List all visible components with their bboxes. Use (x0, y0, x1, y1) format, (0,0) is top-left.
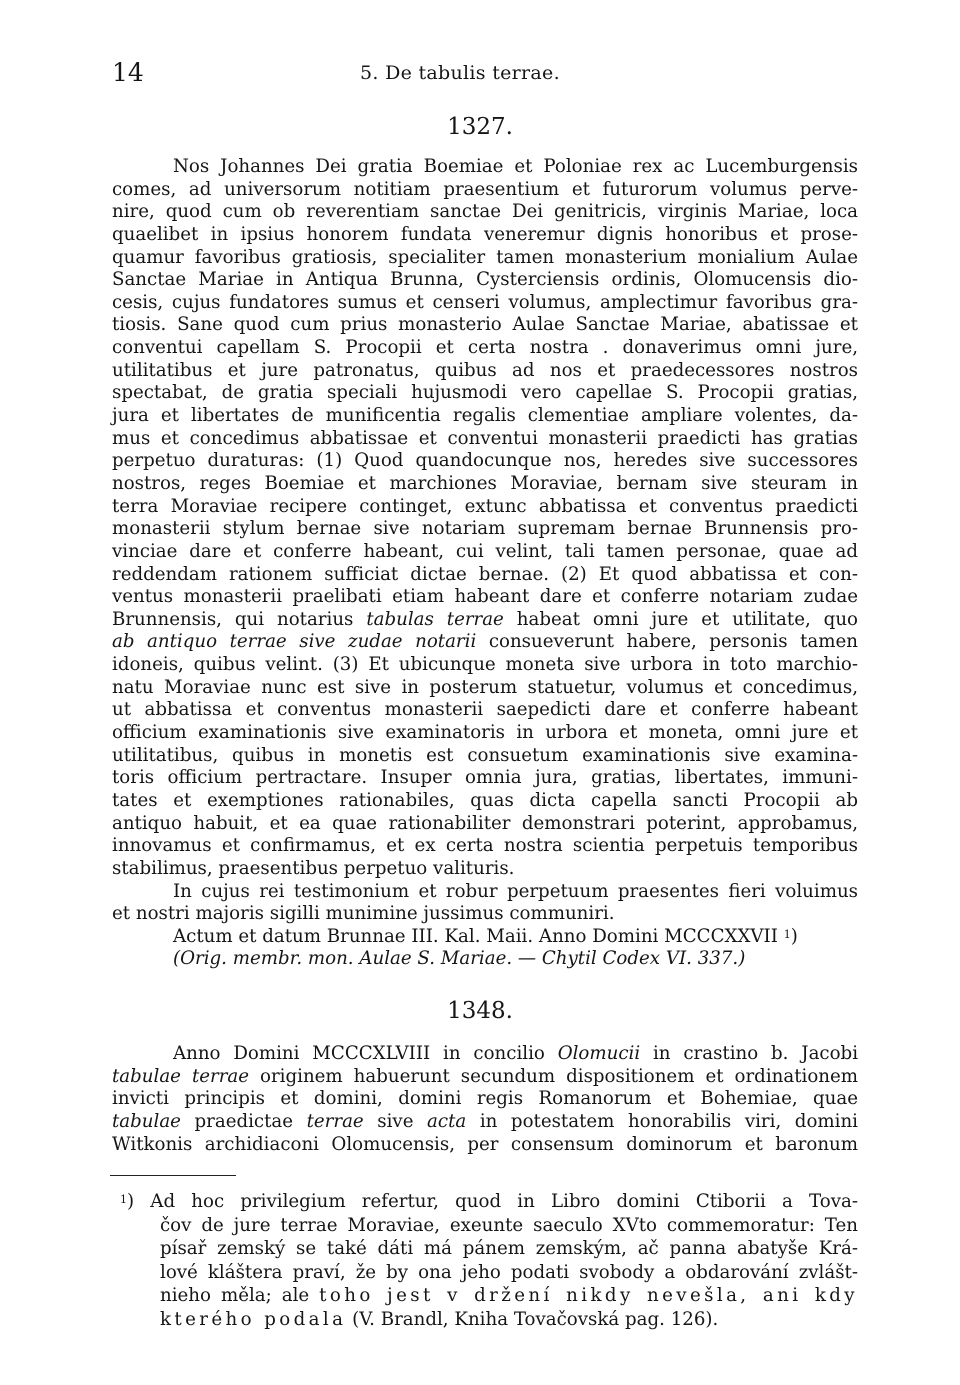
text-line: Nos Johannes Dei gratia Boemiae et Poloniae rex ac Lucemburgensis (173, 156, 858, 177)
page-header (0, 58, 960, 88)
text-line: spectabat, de gratia speciali hujusmodi vero capellae S. Procopii gratias, (112, 382, 858, 404)
footnote-mark: 1 (120, 1193, 127, 1206)
text-run: ) Ad hoc privilegium refertur, quod in Libro domini Ctiborii a Tova- (127, 1191, 858, 1212)
footnote-reference: 1 (783, 927, 791, 941)
footnote (120, 1190, 858, 1332)
text-line: officium examinationis sive examinatoris in urbora et moneta, omni jure et (112, 722, 858, 744)
text-line: invicti principis et domini, domini regis Romanorum et Bohemiae, quae (112, 1088, 858, 1110)
text-run: sive (363, 1110, 428, 1132)
text-line: vinciae dare et conferre habeant, cui velint, tali tamen personae, quae ad (112, 540, 858, 562)
text-run: (V. Brandl, Kniha Tovačovská pag. 126). (346, 1308, 719, 1330)
italic-term: terrae (306, 1110, 364, 1132)
italic-place-olomucii: Olomucii (557, 1043, 641, 1064)
text-run: Anno Domini MCCCXLVIII in concilio (173, 1043, 558, 1064)
text-run: nieho měla; ale (160, 1285, 320, 1307)
text-line (112, 631, 858, 654)
text-line: Sanctae Mariae in Antiqua Brunna, Cysterciensis ordinis, Olomucensis dio- (112, 269, 858, 291)
text-run: in potestatem honorabilis viri, domini (466, 1110, 858, 1132)
footnote-divider (110, 1175, 236, 1176)
text-line: reddendam rationem sufficiat dictae bernae. (2) Et quod abbatissa et con- (112, 563, 858, 585)
text-line: čov de jure terrae Moraviae, exeunte saeculo XVto commemoratur: Ten (160, 1214, 858, 1236)
text-line: et nostri majoris sigilli munimine jussimus communiri. (112, 903, 615, 925)
italic-term-zudae-notarii: ab antiquo terrae sive zudae notarii (112, 631, 477, 653)
text-line (112, 1043, 858, 1066)
italic-term: tabulae (112, 1110, 181, 1132)
page-number: 14 (112, 58, 144, 87)
text-line: antiquo habuit, et ea quae rationabiliter demonstrari poterint, approbamus, (112, 812, 858, 834)
text-run: in crastino b. Jacobi (640, 1043, 859, 1064)
text-line (120, 1190, 858, 1214)
italic-term-tabulae-terrae: tabulae terrae (112, 1065, 250, 1087)
spaced-emphasis: kterého podala (160, 1308, 347, 1330)
text-line (112, 1111, 858, 1134)
text-line: mus et concedimus abbatissae et conventui monasterii praedicti has gratias (112, 427, 858, 449)
year-heading-1327: 1327. (447, 114, 513, 140)
text-line: conventui capellam S. Procopii et certa nostra . donaverimus omni jure, (112, 337, 858, 359)
text-line: cesis, cujus fundatores sumus et censeri volumus, amplectimur favoribus gra- (112, 291, 858, 313)
source-citation (112, 948, 858, 971)
text-line: jura et libertates de munificentia regalis clementiae ampliare volentes, da- (112, 405, 858, 427)
text-line: lové kláštera praví, že by ona jeho podati svobody a obdarování zvlášt- (160, 1261, 858, 1283)
text-line: idoneis, quibus velint. (3) Et ubicunque moneta sive urbora in toto marchio- (112, 654, 858, 676)
text-line: In cujus rei testimonium et robur perpetuum praesentes fieri voluimus (173, 880, 858, 902)
text-line: tiosis. Sane quod cum prius monasterio Aulae Sanctae Mariae, abatissae et (112, 314, 858, 336)
text-line: monasterii stylum bernae sive notariam supremam bernae Brunnensis pro- (112, 518, 858, 540)
text-line: perpetuo duraturas: (1) Quod quandocunque nos, heredes sive successores (112, 450, 858, 472)
text-line: toris officium pertractare. Insuper omnia jura, gratias, libertates, immuni- (112, 767, 858, 789)
text-line: quamur favoribus gratiosis, specialiter tamen monasterium monialium Aulae (112, 246, 858, 268)
text-run: Brunnensis, qui notarius (112, 608, 367, 630)
spaced-emphasis: toho jest v držení nikdy nevešla, ani kdy (319, 1285, 858, 1307)
text-line: innovamus et confirmamus, et ex certa nostra scientia perpetuis temporibus (112, 835, 858, 857)
text-run: praedictae (180, 1110, 307, 1132)
text-run: habeat omni jure et utilitate, quo (503, 608, 858, 630)
text-line: terra Moraviae recipere continget, extunc abbatissa et conventus praedicti (112, 495, 858, 517)
text-line: tates et exemptiones rationabiles, quas dicta capella sancti Procopii ab (112, 789, 858, 811)
actum-text: Actum et datum Brunnae III. Kal. Maii. Anno Domini MCCCXXVII (173, 925, 778, 947)
text-line: utilitatibus, quibus in monetis est consuetum examinationis sive examina- (112, 744, 858, 766)
text-line: natu Moraviae nunc est sive in posterum statuetur, volumus et concedimus, (112, 676, 858, 698)
source-citation-text: (Orig. membr. mon. Aulae S. Mariae. — Chytil Codex VI. 337.) (173, 948, 746, 970)
text-run: originem habuerunt secundum dispositionem et ordinationem (249, 1065, 858, 1087)
entry-1348-text (112, 1043, 858, 1156)
running-title: 5. De tabulis terrae. (360, 62, 560, 84)
text-line: písař zemský se také dáti má pánem zemským, ač panna abatyše Krá- (160, 1238, 858, 1260)
actum-line: Actum et datum Brunnae III. Kal. Maii. Anno Domini MCCCXXVII $^1$) (173, 925, 798, 947)
text-line: nire, quod cum ob reverentiam sanctae Dei genitricis, virginis Mariae, loca (112, 201, 858, 223)
text-line (112, 609, 858, 632)
text-line: ut abbatissa et conventus monasterii saepedicti dare et conferre habeant (112, 699, 858, 721)
text-line: utilitatibus et jure patronatus, quibus ad nos et praedecessores nostros (112, 359, 858, 381)
text-line: comes, ad universorum notitiam praesentium et futurorum volumus perve- (112, 178, 858, 200)
text-line: ventus monasterii praelibati etiam habeant dare et conferre notariam zudae (112, 586, 858, 608)
text-line (120, 1284, 858, 1308)
text-line (120, 1308, 858, 1332)
text-run: consueverunt habere, personis tamen (476, 631, 858, 653)
text-line: quaelibet in ipsius honorem fundata veneremur dignis honoribus et prose- (112, 223, 858, 245)
charter-1327-text (112, 156, 858, 971)
italic-term-tabulas-terrae: tabulas terrae (366, 608, 504, 630)
text-line (112, 1066, 858, 1089)
italic-term: acta (427, 1110, 467, 1132)
text-line: Witkonis archidiaconi Olomucensis, per consensum dominorum et baronum (112, 1133, 858, 1155)
text-line: nostros, reges Boemiae et marchiones Moraviae, bernam sive steuram in (112, 472, 858, 494)
text-line: stabilimus, praesentibus perpetuo valituris. (112, 857, 515, 879)
year-heading-1348: 1348. (447, 998, 513, 1024)
